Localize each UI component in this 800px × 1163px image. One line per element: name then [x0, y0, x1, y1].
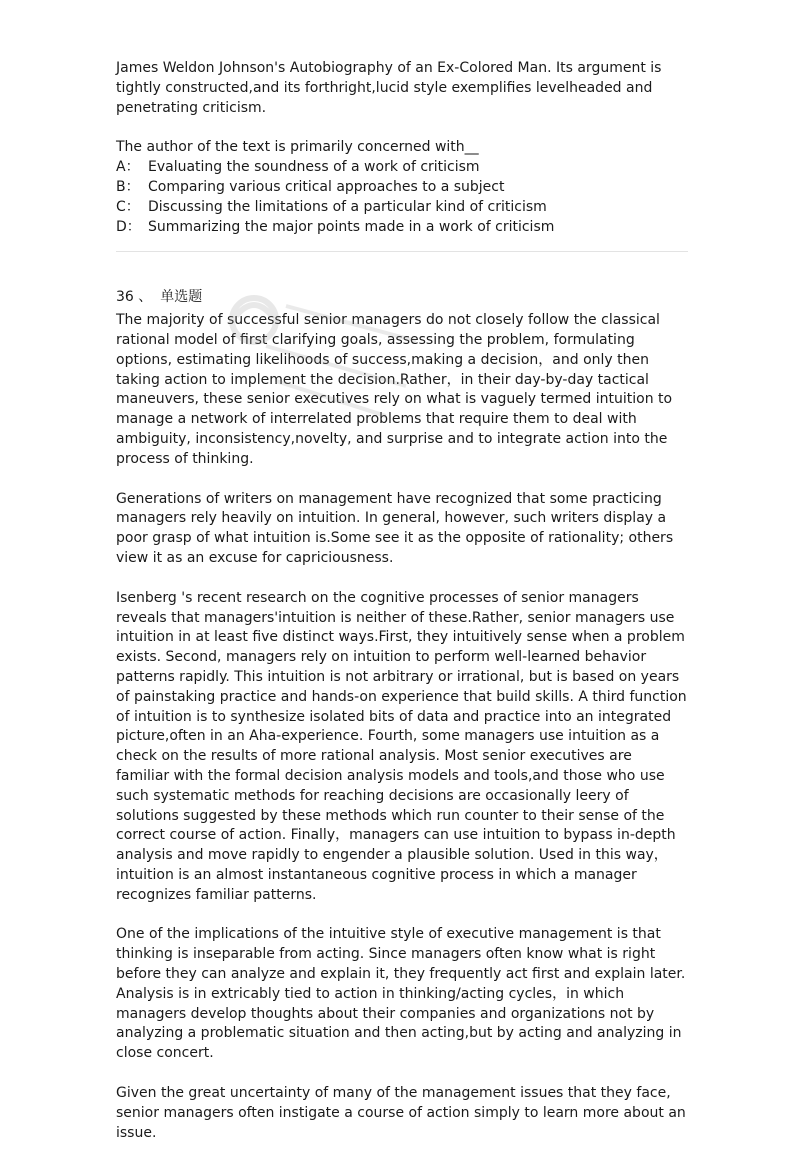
question-type: 单选题 — [160, 289, 203, 306]
option-a[interactable] — [116, 158, 688, 178]
option-text: Discussing the limitations of a particular kind of criticism — [148, 198, 547, 215]
option-text: Comparing various critical approaches to a subject — [148, 178, 505, 195]
option-text: Evaluating the soundness of a work of criticism — [148, 159, 480, 176]
passage-paragraph: Generations of writers on management have recognized that some practicing managers rely heavily on intuition. In general, however, such writers display a poor grasp of what intuition is.Some see it as the opposite of rationality; others view it as an excuse for capriciousness. — [116, 490, 674, 566]
question-divider — [116, 251, 688, 252]
passage-paragraph: Given the great uncertainty of many of the management issues that they face, senior managers often instigate a course of action simply to learn more about an issue. — [116, 1085, 686, 1141]
option-b[interactable] — [116, 178, 688, 198]
previous-question — [116, 59, 688, 237]
question-stem: The author of the text is primarily concerned with__ — [116, 139, 479, 156]
option-list — [116, 158, 688, 237]
option-c[interactable] — [116, 198, 688, 218]
option-key: D： — [116, 218, 141, 235]
option-d[interactable] — [116, 218, 688, 238]
option-text: Summarizing the major points made in a work of criticism — [148, 218, 555, 235]
passage-paragraph: The majority of successful senior managers do not closely follow the classical rational model of first clarifying goals, assessing the problem, formulating options, estimating likelihoods of success,making a decision，and only then taking action to implement the decision.Rather，in their day-by-day tactical maneuvers, these senior executives rely on what is vaguely termed intuition to manage a network of interrelated problems that require them to deal with ambiguity, inconsistency,novelty, and surprise and to integrate action into the process of thinking. — [116, 312, 673, 467]
document-page — [116, 59, 688, 1163]
question-number: 36 、 — [116, 289, 153, 306]
passage-paragraph: Isenberg 's recent research on the cognitive processes of senior managers reveals that managers'intuition is neither of these.Rather, senior managers use intuition in at least five distinct ways.First, they intuitively sense when a problem exists. Second, managers rely on intuition to perform well-learned behavior patterns rapidly. This intuition is not arbitrary or irrational, but is based on years of painstaking practice and hands-on experience that build skills. A third function of intuition is to synthesize isolated bits of data and practice into an integrated picture,often in an Aha-experience. Fourth, some managers use intuition as a check on the results of more rational analysis. Most senior executives are familiar with the formal decision analysis models and tools,and those who use such systematic methods for reaching decisions are occasionally leery of solutions suggested by these methods which run counter to their sense of the correct course of action. Finally，managers can use intuition to bypass in-depth analysis and move rapidly to engender a plausible solution. Used in this way，intuition is an almost instantaneous cognitive process in which a manager recognizes familiar patterns. — [116, 589, 687, 903]
question-header — [116, 288, 688, 308]
option-key: A： — [116, 159, 140, 176]
option-key: B： — [116, 178, 140, 195]
option-key: C： — [116, 198, 140, 215]
passage-paragraph: One of the implications of the intuitive style of executive management is that thinking is inseparable from acting. Since managers often know what is right before they can analyze and explain it, they frequently act first and explain later. Analysis is in extricably tied to action in thinking/acting cycles，in which managers develop thoughts about their companies and organizations not by analyzing a problematic situation and then acting,but by acting and analyzing in close concert. — [116, 926, 686, 1062]
passage-tail: James Weldon Johnson's Autobiography of an Ex-Colored Man. Its argument is tightly constructed,and its forthright,lucid style exemplifies levelheaded and penetrating criticism. — [116, 60, 662, 116]
question-36 — [116, 288, 688, 1143]
